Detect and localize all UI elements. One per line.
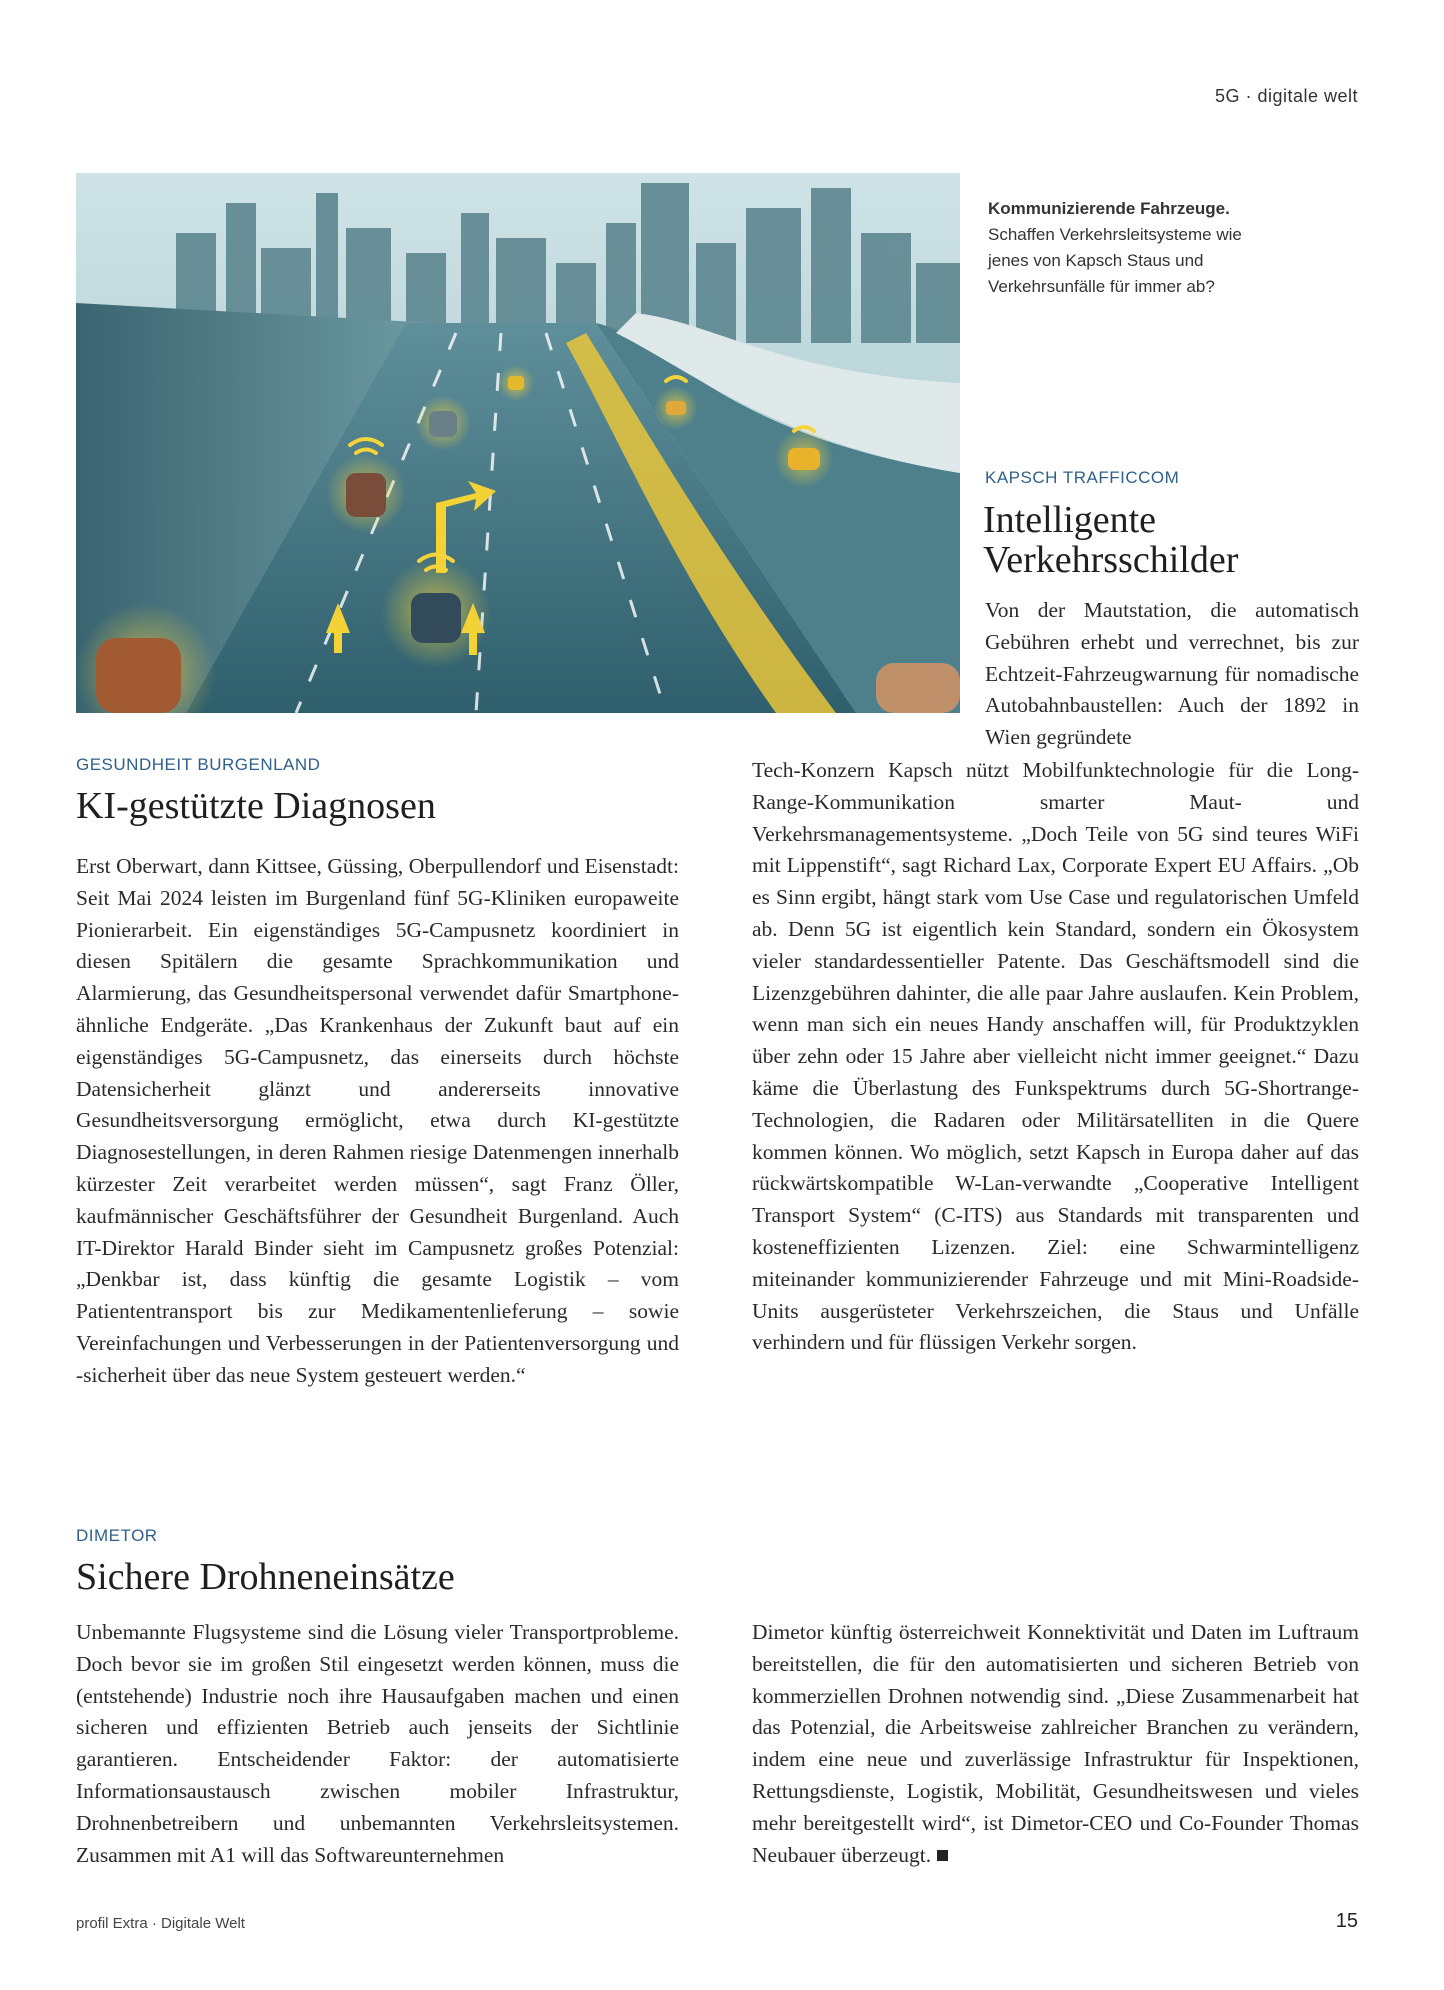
footer-publication: profil Extra · Digitale Welt xyxy=(76,1915,245,1932)
photo-caption xyxy=(988,196,1280,300)
burgenland-kicker: GESUNDHEIT BURGENLAND xyxy=(76,755,321,774)
kapsch-title: Intelligente Verkehrsschilder xyxy=(983,499,1239,581)
kapsch-kicker: KAPSCH TRAFFICCOM xyxy=(985,468,1180,487)
kapsch-body-part1: Von der Mautstation, die automatisch Gebühren erhebt und verrechnet, bis zur Echtzeit-Fahrzeugwarnung für nomadische Autobahnbaustellen: Auch der 1892 in Wien gegründete xyxy=(985,598,1359,750)
smart-highway-illustration xyxy=(76,173,960,713)
dimetor-kicker: DIMETOR xyxy=(76,1526,158,1545)
caption-text: Schaffen Verkehrsleitsysteme wie jenes von Kapsch Staus und Verkehrsunfälle für immer ab? xyxy=(988,225,1242,296)
caption-title: Kommunizierende Fahrzeuge. xyxy=(988,199,1230,218)
kapsch-body-part2: Tech-Konzern Kapsch nützt Mobilfunktechnologie für die Long-Range-Kommunikation smarter Maut- und Verkehrsmanagementsysteme. „Doch Teile von 5G sind teures WiFi mit Lippenstift“, sagt Richard Lax, Corporate Expert EU Affairs. „Ob es Sinn ergibt, hängt stark vom Use Case und regulatorischen Umfeld ab. Denn 5G ist eigentlich kein Standard, sondern ein Ökosystem vieler standardessentieller Patente. Das Geschäftsmodell sind die Lizenzgebühren dahinter, die alle paar Jahre auslaufen. Kein Problem, wenn man sich ein neues Handy anschaffen will, für Produktzyklen über zehn oder 15 Jahre aber vielleicht nicht immer geeignet.“ Dazu käme die Überlastung des Funkspektrums durch 5G-Shortrange-Technologien, die Radaren oder Militärsatelliten in die Quere kommen können. Wo möglich, setzt Kapsch in Europa daher auf das rückwärtskompatible W-Lan-verwandte „Cooperative Intelligent Transport System“ (C-ITS) aus Standards mit transparenten und kosteneffizienten Lizenzen. Ziel: eine Schwarmintelligenz miteinander kommunizierender Fahrzeuge und mit Mini-Roadside-Units ausgerüsteter Verkehrszeichen, die Staus und Unfälle verhindern und für flüssigen Verkehr sorgen. xyxy=(752,758,1359,1355)
end-of-article-icon xyxy=(937,1850,948,1861)
dimetor-body-text: Dimetor künftig österreichweit Konnektivität und Daten im Luftraum bereitstellen, die für den automatisierten und sicheren Betrieb von kommerziellen Drohnen notwendig sind. „Diese Zusammenarbeit hat das Potenzial, die Arbeitsweise zahlreicher Branchen zu verändern, indem eine neue und zuverlässige Infrastruktur für Inspektionen, Rettungsdienste, Logistik, Mobilität, Gesundheitswesen und vieles mehr bereitgestellt wird“, ist Dimetor-CEO und Co-Founder Thomas Neubauer überzeugt. xyxy=(752,1620,1359,1867)
hero-photo xyxy=(76,173,960,713)
section-header: 5G · digitale welt xyxy=(1214,86,1358,106)
dimetor-body-part2 xyxy=(752,1617,1359,1871)
page-number: 15 xyxy=(1335,1910,1358,1932)
dimetor-title: Sichere Drohneneinsätze xyxy=(76,1556,455,1598)
dimetor-body-part1: Unbemannte Flugsysteme sind die Lösung vieler Transportprobleme. Doch bevor sie im großen Stil eingesetzt werden können, muss die (entstehende) Industrie noch ihre Hausaufgaben machen und einen sicheren und effizienten Betrieb auch jenseits der Sichtlinie garantieren. Entscheidender Faktor: der automatisierte Informationsaustausch zwischen mobiler Infrastruktur, Drohnenbetreibern und unbemannten Verkehrsleitsystemen. Zusammen mit A1 will das Softwareunternehmen xyxy=(76,1620,679,1867)
burgenland-body: Erst Oberwart, dann Kittsee, Güssing, Oberpullendorf und Eisenstadt: Seit Mai 2024 leisten im Burgenland fünf 5G-Kliniken europaweite Pionierarbeit. Ein eigenständiges 5G-Campusnetz koordiniert in diesen Spitälern die gesamte Sprachkommunikation und Alarmierung, das Gesundheitspersonal verwendet dafür Smartphone-ähnliche Endgeräte. „Das Krankenhaus der Zukunft baut auf ein eigenständiges 5G-Campusnetz, das einerseits durch höchste Datensicherheit glänzt und andererseits innovative Gesundheitsversorgung ermöglicht, etwa durch KI-gestützte Diagnosestellungen, in deren Rahmen riesige Datenmengen innerhalb kürzester Zeit verarbeitet werden müssen“, sagt Franz Öller, kaufmännischer Geschäftsführer der Gesundheit Burgenland. Auch IT-Direktor Harald Binder sieht im Campusnetz großes Potenzial: „Denkbar ist, dass künftig die gesamte Logistik – vom Patiententransport bis zur Medikamentenlieferung – sowie Vereinfachungen und Verbesserungen in der Patientenversorgung und -sicherheit über das neue System gesteuert werden.“ xyxy=(76,854,679,1387)
burgenland-title: KI-gestützte Diagnosen xyxy=(76,785,436,827)
